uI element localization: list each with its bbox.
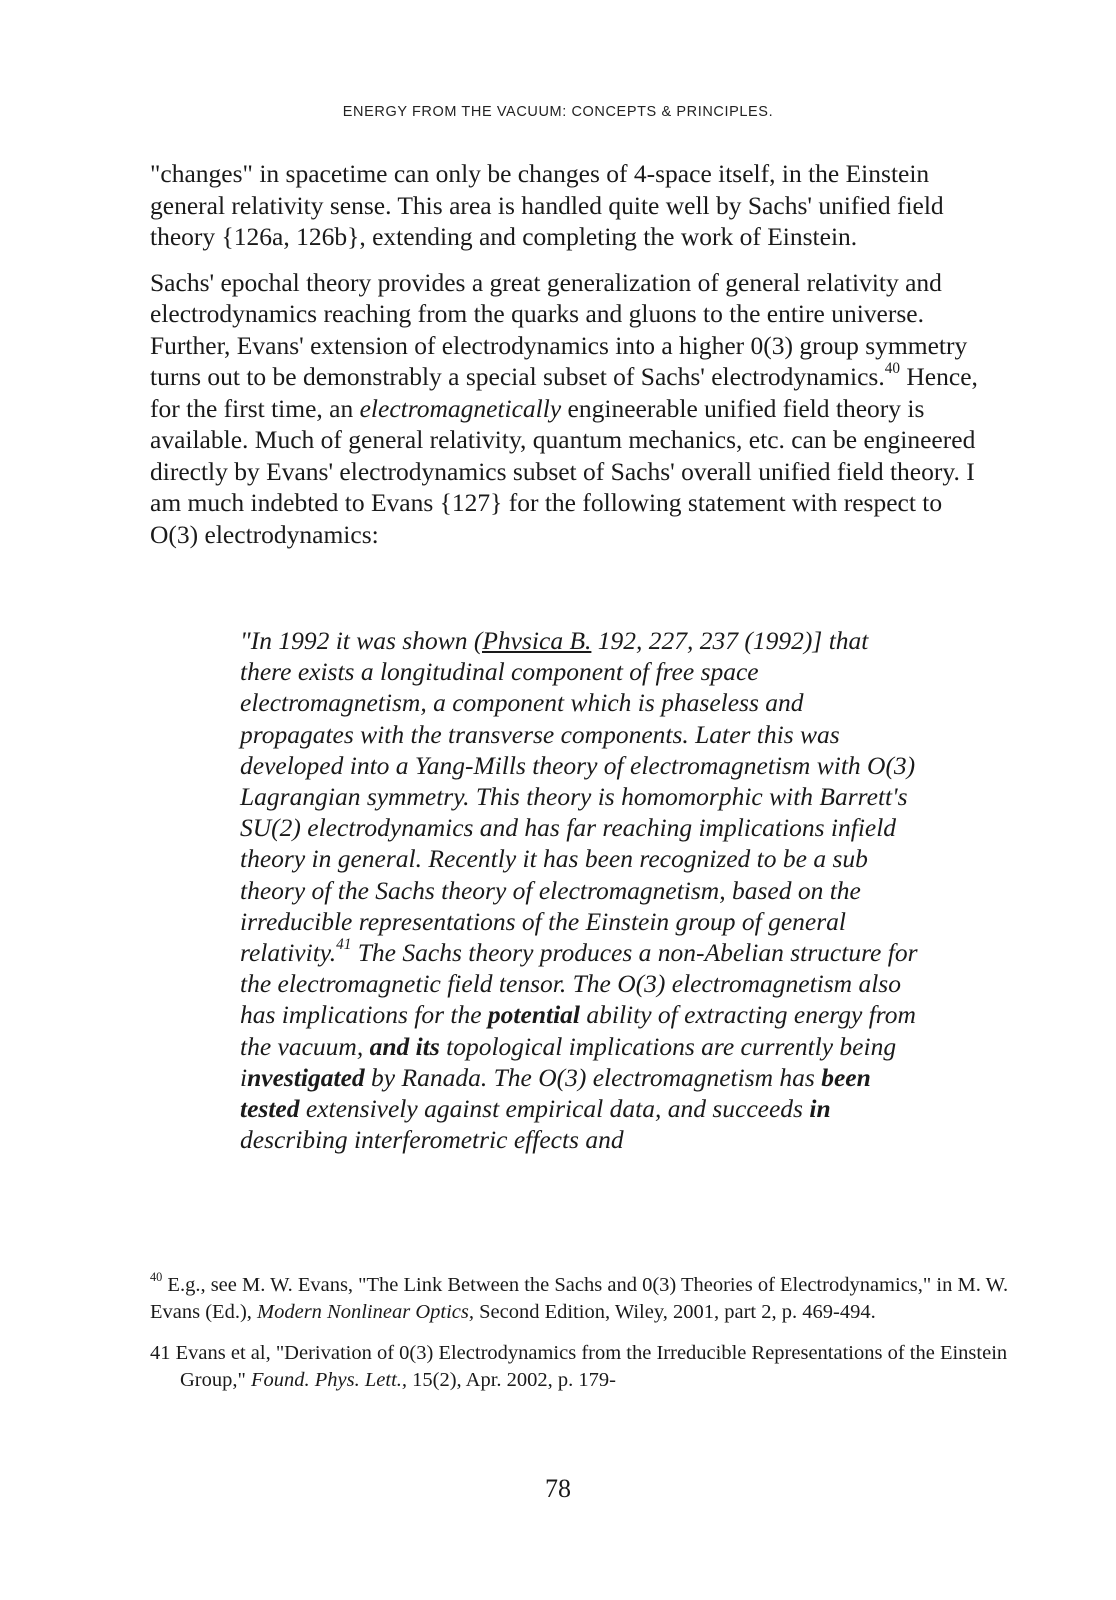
quote-text: by Ranada. The O(3) electromagnetism has: [364, 1062, 822, 1092]
footnote-text: 15(2), Apr. 2002, p. 179-: [407, 1369, 616, 1391]
bold-text: and its: [369, 1031, 440, 1061]
quote-text: topological implications are currently being i: [240, 1031, 897, 1092]
emphasis-text: electromagnetically: [359, 393, 562, 423]
footnote-ref-40[interactable]: 40: [884, 360, 901, 378]
paragraph-2-text: Sachs' epochal theory provides a great generalization of general relativity and electrodynamics reaching from the quarks and gluons to the entire universe. Further, Evans' extension of electrodynamics into a higher 0(3) group symmetry turns out to be demonstrably a special subset of Sachs' electrodynamics.: [150, 267, 968, 391]
footnote-41: [150, 1340, 1010, 1394]
running-head: ENERGY FROM THE VACUUM: CONCEPTS & PRINCIPLES.: [342, 104, 774, 120]
footnote-text: E.g., see M. W. Evans, "The Link Between the Sachs and 0(3) Theories of Electrodynamics," in M. W. Evans (Ed.),: [150, 1274, 1009, 1323]
paragraph-2: [150, 267, 980, 551]
bold-text: in: [809, 1094, 831, 1124]
footnote-ref-41[interactable]: 41: [336, 936, 352, 954]
page-number: 78: [545, 1474, 571, 1503]
quote-text: ability of extracting energy from the vacuum,: [240, 1000, 916, 1061]
quote-text: extensively against empirical data, and succeeds: [299, 1094, 810, 1124]
paragraph-2-text: Hence, for the first time, an: [150, 362, 978, 423]
footnote-title: Found. Phys. Lett.,: [251, 1369, 408, 1391]
quote-text: describing interferometric effects and: [240, 1125, 624, 1155]
footnotes: [150, 1272, 1010, 1408]
bold-text: nvestigated: [247, 1062, 365, 1092]
quote-text: 192, 227, 237 (1992)] that there exists a longitudinal component of free space electromagnetism, a component which is phaseless and propagates with the transverse components. Later this was developed into a Yang-Mills theory of electromagnetism with O(3) Lagrangian symmetry. This theory is homomorphic with Barrett's SU(2) electrodynamics and has far reaching implications infield theory in general. Recently it has been recognized to be a sub theory of the Sachs theory of electromagnetism, based on the irreducible representations of the Einstein group of general relativity.: [240, 626, 916, 968]
quote-text: "In 1992 it was shown: [240, 626, 474, 655]
block-quote: [240, 625, 920, 1155]
paragraph-1: "changes" in spacetime can only be changes of 4-space itself, in the Einstein general relativity sense. This area is handled quite well by Sachs' unified field theory {126a, 126b}, extending and completing the work of Einstein.: [150, 159, 944, 251]
footnote-40: [150, 1272, 1010, 1326]
footnote-mark-40: 40: [150, 1270, 163, 1285]
citation-underlined: (Phvsica B.: [473, 626, 592, 655]
footnote-text: Second Edition, Wiley, 2001, part 2, p. 469-494.: [473, 1301, 876, 1323]
quote-text: The Sachs theory produces a non-Abelian structure for the electromagnetic field tensor. The O(3) electromagnetism also has implications for the: [240, 938, 918, 1030]
bold-text: potential: [487, 1000, 581, 1030]
footnote-title: Modern Nonlinear Optics,: [257, 1301, 474, 1323]
bold-text: been tested: [240, 1062, 871, 1124]
paragraph-2-text: engineerable unified field theory is available. Much of general relativity, quantum mechanics, etc. can be engineered directly by Evans' electrodynamics subset of Sachs' overall unified field theory. I am much indebted to Evans {127} for the following statement with respect to O(3) electrodynamics:: [150, 393, 976, 549]
body-text: [150, 158, 980, 564]
footnote-text: 41 Evans et al, "Derivation of 0(3) Electrodynamics from the Irreducible Representations of the Einstein Group,": [150, 1342, 1008, 1391]
